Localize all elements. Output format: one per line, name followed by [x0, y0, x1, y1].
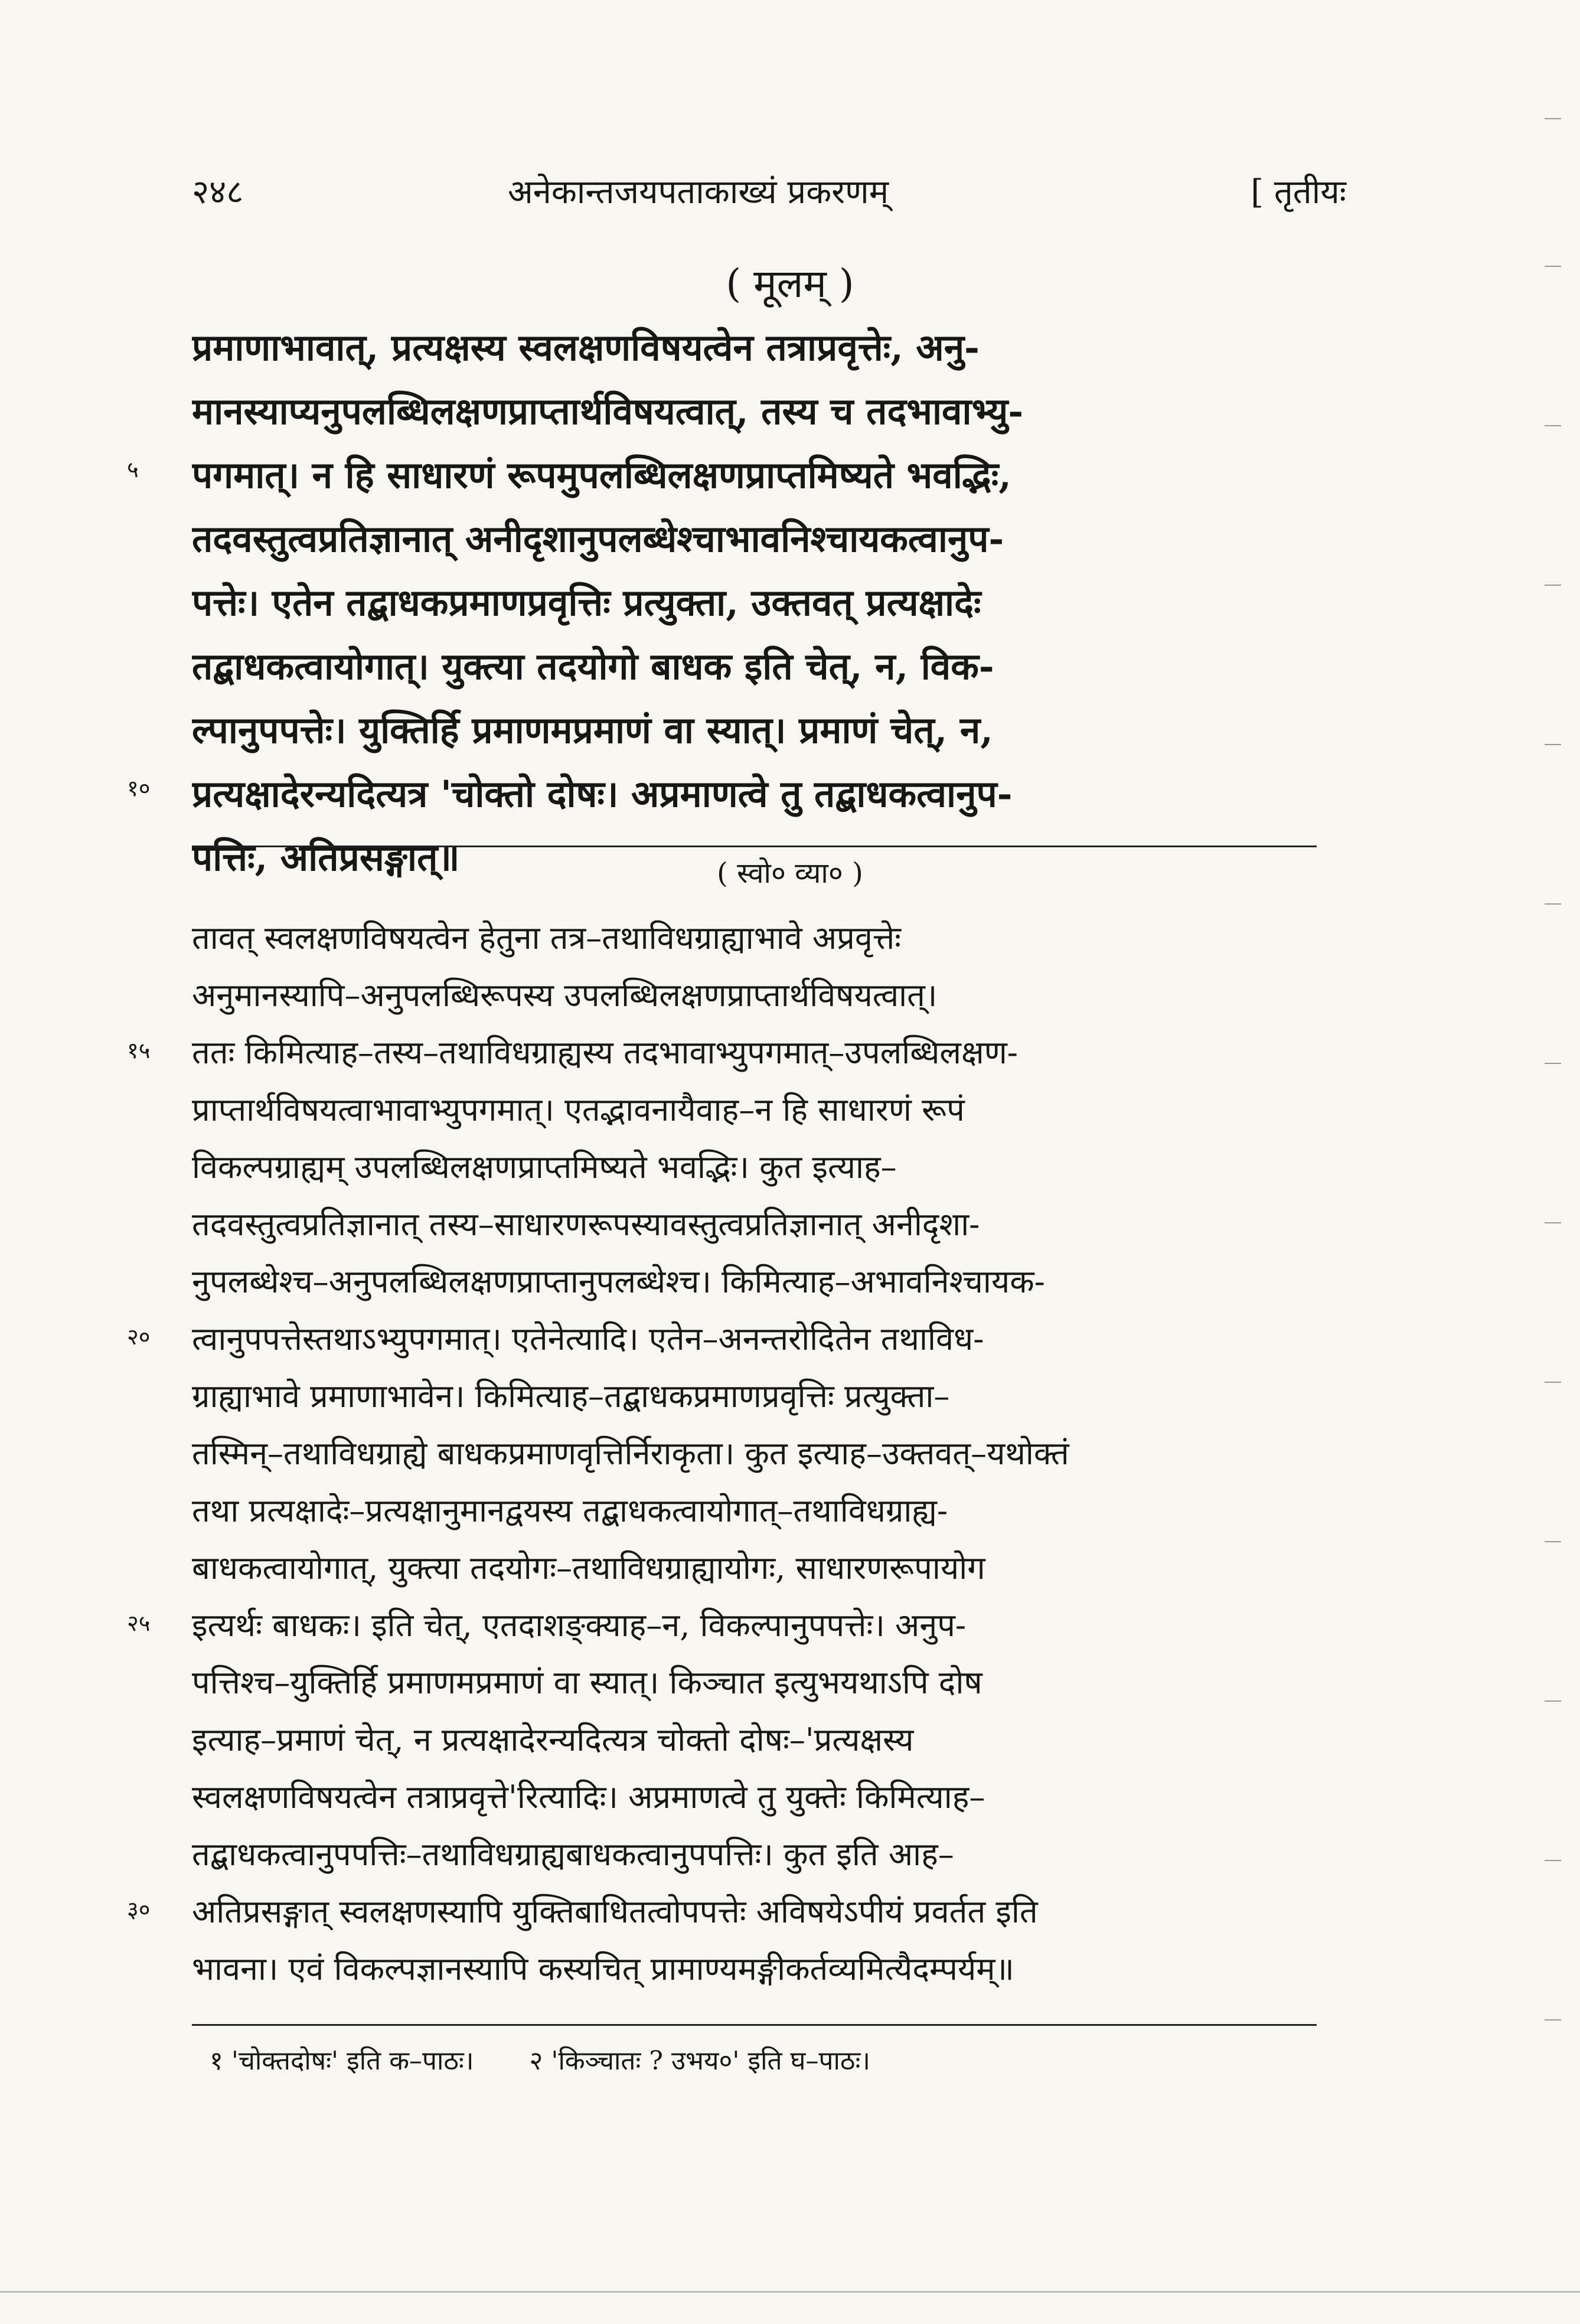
section-divider [192, 846, 1317, 847]
page-header [192, 168, 1346, 216]
mula-line: ल्पानुपपत्तेः। युक्तिर्हि प्रमाणमप्रमाणं वा स्यात्। प्रमाणं चेत्, न, [192, 709, 993, 752]
mula-line: पत्तेः। एतेन तद्बाधकप्रमाणप्रवृत्तिः प्रत्युक्ता, उक्तवत् प्रत्यक्षादेः [192, 581, 981, 624]
mula-line: तद्बाधकत्वायोगात्। युक्त्या तदयोगो बाधक इति चेत्, न, विक- [192, 645, 994, 688]
mula-line: मानस्याप्यनुपलब्धिलक्षणप्राप्तार्थविषयत्वात्, तस्य च तदभावाभ्यु- [192, 390, 1024, 433]
vyakhya-line: ततः किमित्याह–तस्य–तथाविधग्राह्यस्य तदभावाभ्युपगमात्–उपलब्धिलक्षण- [192, 1034, 1018, 1071]
mula-line: पगमात्। न हि साधारणं रूपमुपलब्धिलक्षणप्राप्तमिष्यते भवद्भिः, [192, 453, 1011, 497]
vyakhya-line: तद्बाधकत्वानुपपत्तिः–तथाविधग्राह्यबाधकत्वानुपपत्तिः। कुत इति आह– [192, 1836, 954, 1873]
vyakhya-line: तावत् स्वलक्षणविषयत्वेन हेतुना तत्र–तथाविधग्राह्याभावे अप्रवृत्तेः [192, 919, 902, 957]
mula-heading: ( मूलम् ) [726, 261, 854, 306]
scan-edge-marks [1545, 118, 1568, 2067]
vyakhya-line: विकल्पग्राह्यम् उपलब्धिलक्षणप्राप्तमिष्यते भवद्भिः। कुत इत्याह– [192, 1148, 897, 1186]
line-number: १० [127, 775, 151, 801]
vyakhya-line: अतिप्रसङ्गात् स्वलक्षणस्यापि युक्तिबाधितत्वोपपत्तेः अविषयेऽपीयं प्रवर्तत इति [192, 1893, 1038, 1930]
footnote: २ 'किञ्चातः ? उभय०' इति घ–पाठः। [529, 2046, 871, 2076]
mula-line: पत्तिः, अतिप्रसङ्गात्॥ [192, 836, 460, 879]
line-number: २५ [127, 1610, 151, 1636]
vyakhya-line: प्राप्तार्थविषयत्वाभावाभ्युपगमात्। एतद्भावनायैवाह–न हि साधारणं रूपं [192, 1091, 965, 1128]
vyakhya-line: तस्मिन्–तथाविधग्राह्ये बाधकप्रमाणवृत्तिर्निराकृता। कुत इत्याह–उक्तवत्–यथोक्तं [192, 1435, 1069, 1472]
footnote-divider [192, 2024, 1317, 2026]
page-number: २४८ [192, 173, 244, 211]
vyakhya-line: पत्तिश्च–युक्तिर्हि प्रमाणमप्रमाणं वा स्यात्। किञ्चात इत्युभयथाऽपि दोष [192, 1664, 982, 1701]
vyakhya-line: इत्याह–प्रमाणं चेत्, न प्रत्यक्षादेरन्यदित्यत्र चोक्तो दोषः–'प्रत्यक्षस्य [192, 1721, 914, 1758]
line-number: २० [127, 1324, 151, 1350]
mula-line: प्रमाणाभावात्, प्रत्यक्षस्य स्वलक्षणविषयत्वेन तत्राप्रवृत्तेः, अनु- [192, 326, 980, 369]
line-number: ५ [127, 456, 139, 482]
scan-bottom-edge [0, 2291, 1580, 2293]
footnote: १ 'चोक्तदोषः' इति क–पाठः। [210, 2046, 474, 2076]
running-title: अनेकान्तजयपताकाख्यं प्रकरणम् [508, 173, 889, 211]
vyakhya-line: भावना। एवं विकल्पज्ञानस्यापि कस्यचित् प्रामाण्यमङ्गीकर्तव्यमित्यैदम्पर्यम्॥ [192, 1950, 1014, 1987]
vyakhya-line: अनुमानस्यापि–अनुपलब्धिरूपस्य उपलब्धिलक्षणप्राप्तार्थविषयत्वात्। [192, 977, 938, 1014]
vyakhya-line: बाधकत्वायोगात्, युक्त्या तदयोगः–तथाविधग्राह्यायोगः, साधारणरूपायोग [192, 1549, 985, 1587]
mula-line: तदवस्तुत्वप्रतिज्ञानात् अनीदृशानुपलब्धेश्चाभावनिश्चायकत्वानुप- [192, 517, 1004, 560]
vyakhya-line: नुपलब्धेश्च–अनुपलब्धिलक्षणप्राप्तानुपलब्धेश्च। किमित्याह–अभावनिश्चायक- [192, 1263, 1045, 1300]
vyakhya-line: तथा प्रत्यक्षादेः–प्रत्यक्षानुमानद्वयस्य तद्बाधकत्वायोगात्–तथाविधग्राह्य- [192, 1492, 948, 1529]
vyakhya-heading: ( स्वो० व्या० ) [717, 857, 863, 890]
vyakhya-line: ग्राह्याभावे प्रमाणाभावेन। किमित्याह–तद्बाधकप्रमाणप्रवृत्तिः प्रत्युक्ता– [192, 1378, 950, 1415]
vyakhya-line: त्वानुपपत्तेस्तथाऽभ्युपगमात्। एतेनेत्यादि। एतेन–अनन्तरोदितेन तथाविध- [192, 1320, 984, 1357]
vyakhya-line: इत्यर्थः बाधकः। इति चेत्, एतदाशङ्क्याह–न, विकल्पानुपपत्तेः। अनुप- [192, 1607, 967, 1644]
line-number: ३० [127, 1897, 151, 1922]
section-label: [ तृतीयः [1251, 173, 1346, 211]
vyakhya-line: स्वलक्षणविषयत्वेन तत्राप्रवृत्ते'रित्यादिः। अप्रमाणत्वे तु युक्तेः किमित्याह– [192, 1778, 985, 1816]
footnotes [210, 2042, 918, 2077]
line-number: १५ [127, 1037, 151, 1063]
mula-line: प्रत्यक्षादेरन्यदित्यत्र 'चोक्तो दोषः। अप्रमाणत्वे तु तद्बाधकत्वानुप- [192, 772, 1013, 815]
vyakhya-line: तदवस्तुत्वप्रतिज्ञानात् तस्य–साधारणरूपस्यावस्तुत्वप्रतिज्ञानात् अनीदृशा- [192, 1206, 980, 1243]
